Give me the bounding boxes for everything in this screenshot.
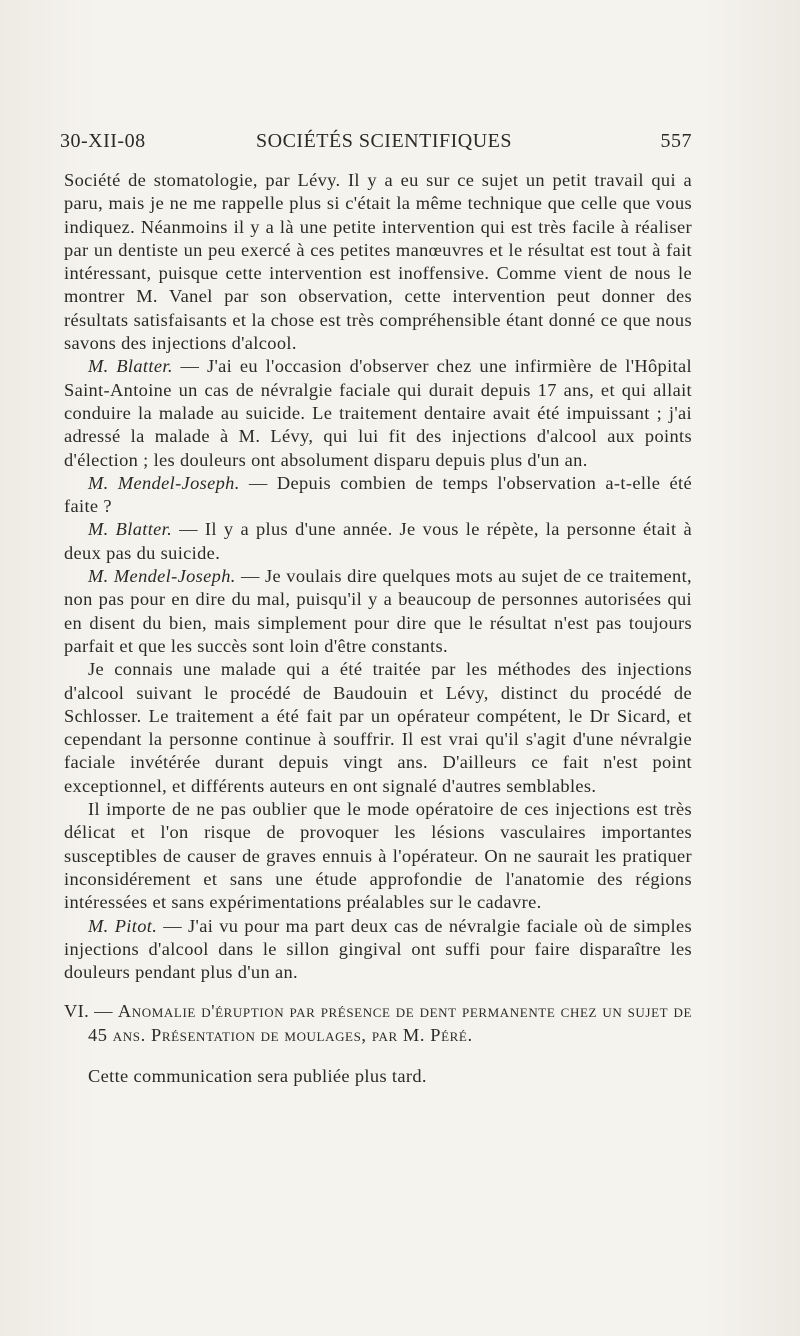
paragraph-text: — Il y a plus d'une année. Je vous le répète, la personne était à deux pas du suicide. xyxy=(64,519,692,563)
speaker-name: M. Blatter. xyxy=(88,519,173,540)
speaker-name: M. Blatter. xyxy=(88,356,173,377)
paragraph-text: — J'ai vu pour ma part deux cas de névralgie faciale où de simples injections d'alcool dans le sillon gingival ont suffi pour faire disparaître les douleurs pendant plus d'un an. xyxy=(64,915,692,983)
paragraph-7 xyxy=(64,798,692,914)
running-header xyxy=(60,130,692,160)
paragraph-2 xyxy=(64,355,692,471)
body-text xyxy=(64,169,692,1089)
paragraph-3 xyxy=(64,472,692,519)
page-number: 557 xyxy=(660,130,692,152)
paragraph-4 xyxy=(64,518,692,565)
paragraph-text: — J'ai eu l'occasion d'observer chez une infirmière de l'Hôpital Saint-Antoine un cas de névralgie faciale qui durait depuis 17 ans, et qui allait conduire la malade au suicide. Le traitement dentaire avait été impuissant ; j'ai adressé la malade à M. Lévy, qui lui fit des injections d'alcool aux points d'élection ; les douleurs ont absolument disparu depuis plus d'un an. xyxy=(64,356,692,470)
section-number: VI. — xyxy=(64,1001,118,1022)
paragraph-8 xyxy=(64,915,692,985)
speaker-name: M. Pitot. xyxy=(88,915,158,936)
speaker-name: M. Mendel-Joseph. xyxy=(88,566,236,587)
speaker-name: M. Mendel-Joseph. xyxy=(88,472,240,493)
paragraph-1 xyxy=(64,169,692,355)
header-title: SOCIÉTÉS SCIENTIFIQUES xyxy=(256,130,513,152)
closing-note: Cette communication sera publiée plus tard. xyxy=(88,1066,427,1087)
header-date: 30-XII-08 xyxy=(60,130,146,152)
paragraph-text: Je connais une malade qui a été traitée par les méthodes des injections d'alcool suivant le procédé de Baudouin et Lévy, distinct du procédé de Schlosser. Le traitement a été fait par un opérateur compétent, le Dr Sicard, et cependant la personne continue à souffrir. Il est vrai qu'il s'agit d'une névralgie faciale invétérée durant depuis vingt ans. D'ailleurs ce fait n'est point exceptionnel, et différents auteurs en ont signalé d'autres semblables. xyxy=(64,659,692,796)
paragraph-text: — Depuis combien de temps l'observation a-t-elle été faite ? xyxy=(64,472,692,517)
paragraph-text: Société de stomatologie, par Lévy. Il y a eu sur ce sujet un petit travail qui a paru, mais je ne me rappelle plus si c'était la même technique que celle que vous indiquez. Néanmoins il y a là une petite intervention qui est très facile à réaliser par un dentiste un peu exercé à ces petites manœuvres et le résultat est tout à fait intéressant, puisque cette intervention est inoffensive. Comme vient de nous le montrer M. Vanel par son observation, cette intervention peut donner des résultats satisfaisants et la chose est très compréhensible étant donné ce que nous savons des injections d'alcool. xyxy=(64,170,692,354)
paragraph-text: — Je voulais dire quelques mots au sujet de ce traitement, non pas pour en dire du mal, puisqu'il y a beaucoup de personnes autorisées qui en disent du bien, mais simplement pour dire que le résultat n'est pas toujours parfait et que les succès sont loin d'être constants. xyxy=(64,566,692,656)
paragraph-text: Il importe de ne pas oublier que le mode opératoire de ces injections est très délicat et l'on risque de provoquer les lésions vasculaires importantes susceptibles de causer de graves ennuis à l'opérateur. On ne saurait les pratiquer inconsidérement et sans une étude approfondie de l'anatomie des régions intéressées et sans expérimentations préalables sur le cadavre. xyxy=(64,799,692,913)
paragraph-6 xyxy=(64,658,692,798)
section-title: Anomalie d'éruption par présence de dent permanente chez un sujet de 45 ans. Présentation de moulages, par M. Péré. xyxy=(88,1001,692,1045)
paragraph-5 xyxy=(64,565,692,658)
section-heading xyxy=(64,1000,692,1047)
